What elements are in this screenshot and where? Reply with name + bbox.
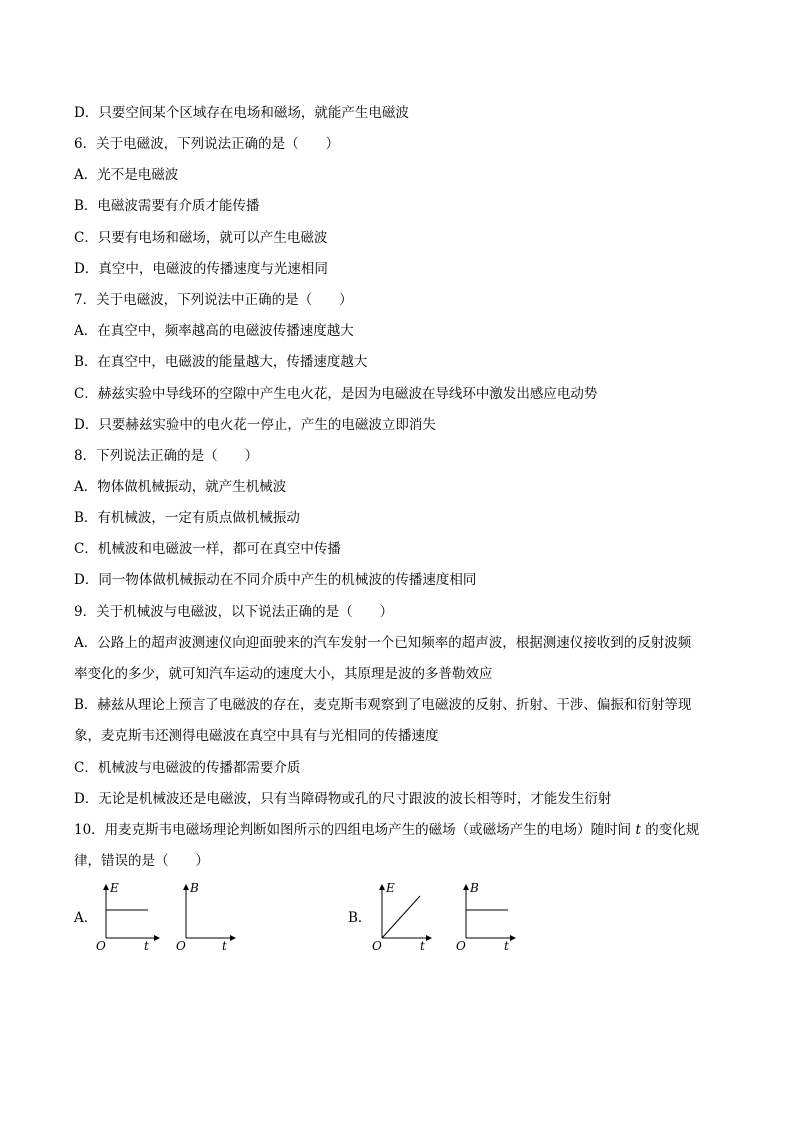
text-line: D．无论是机械波还是电磁波，只有当障碍物或孔的尺寸跟波的波长相等时，才能发生衍射 [74, 791, 612, 807]
text-line: 象，麦克斯韦还测得电磁波在真空中具有与光相同的传播速度 [74, 728, 439, 744]
option-a-label: A． [74, 910, 98, 926]
text-line: C．赫兹实验中导线环的空隙中产生电火花，是因为电磁波在导线环中激发出感应电动势 [74, 386, 598, 402]
axis-label-t: t [420, 939, 425, 953]
axis-label-b: B [470, 881, 479, 895]
text-line: B．在真空中，电磁波的能量越大，传播速度越大 [74, 354, 368, 370]
text-line: B．赫兹从理论上预言了电磁波的存在，麦克斯韦观察到了电磁波的反射、折射、干涉、偏振和衍射等现 [74, 697, 692, 713]
text-line: 7．关于电磁波，下列说法中正确的是（ ） [74, 292, 353, 308]
axis-label-t: t [222, 939, 227, 953]
axis-label-e: E [110, 881, 119, 895]
text-line: 10．用麦克斯韦电磁场理论判断如图所示的四组电场产生的磁场（或磁场产生的电场）随时间 t 的变化规 [74, 822, 700, 838]
origin-label: O [96, 939, 106, 953]
text-line: C．机械波与电磁波的传播都需要介质 [74, 760, 301, 776]
origin-label: O [456, 939, 466, 953]
text-line: 律，错误的是（ ） [74, 853, 209, 869]
text-line: A．光不是电磁波 [74, 167, 179, 183]
text-line: D．同一物体做机械振动在不同介质中产生的机械波的传播速度相同 [74, 572, 477, 588]
text-line: B．有机械波，一定有质点做机械振动 [74, 510, 300, 526]
text-line: A．物体做机械振动，就产生机械波 [74, 479, 287, 495]
graph-b-e-field [372, 882, 442, 954]
text-line: 8．下列说法正确的是（ ） [74, 448, 259, 464]
text-line: A．公路上的超声波测速仪向迎面驶来的汽车发射一个已知频率的超声波，根据测速仪接收到的反射波频 [74, 635, 692, 651]
text-line: C．只要有电场和磁场，就可以产生电磁波 [74, 230, 328, 246]
text-line: 6．关于电磁波，下列说法正确的是（ ） [74, 136, 340, 152]
text-line: D．只要空间某个区域存在电场和磁场，就能产生电磁波 [74, 105, 409, 121]
graph-a-e-field [96, 882, 166, 954]
axis-label-t: t [144, 939, 149, 953]
text-line: D．只要赫兹实验中的电火花一停止，产生的电磁波立即消失 [74, 417, 436, 433]
text-line: B．电磁波需要有介质才能传播 [74, 198, 260, 214]
origin-label: O [372, 939, 382, 953]
text-line: A．在真空中，频率越高的电磁波传播速度越大 [74, 323, 354, 339]
text-line: 率变化的多少，就可知汽车运动的速度大小，其原理是波的多普勒效应 [74, 666, 493, 682]
option-b-label: B． [348, 910, 372, 926]
axis-label-t: t [504, 939, 509, 953]
axis-label-b: B [190, 881, 199, 895]
text-line: 9．关于机械波与电磁波，以下说法正确的是（ ） [74, 604, 394, 620]
graph-b-b-field [456, 882, 526, 954]
text-line: D．真空中，电磁波的传播速度与光速相同 [74, 261, 328, 277]
origin-label: O [176, 939, 186, 953]
graph-a-b-field [176, 882, 246, 954]
text-line: C．机械波和电磁波一样，都可在真空中传播 [74, 541, 341, 557]
axis-label-e: E [386, 881, 395, 895]
